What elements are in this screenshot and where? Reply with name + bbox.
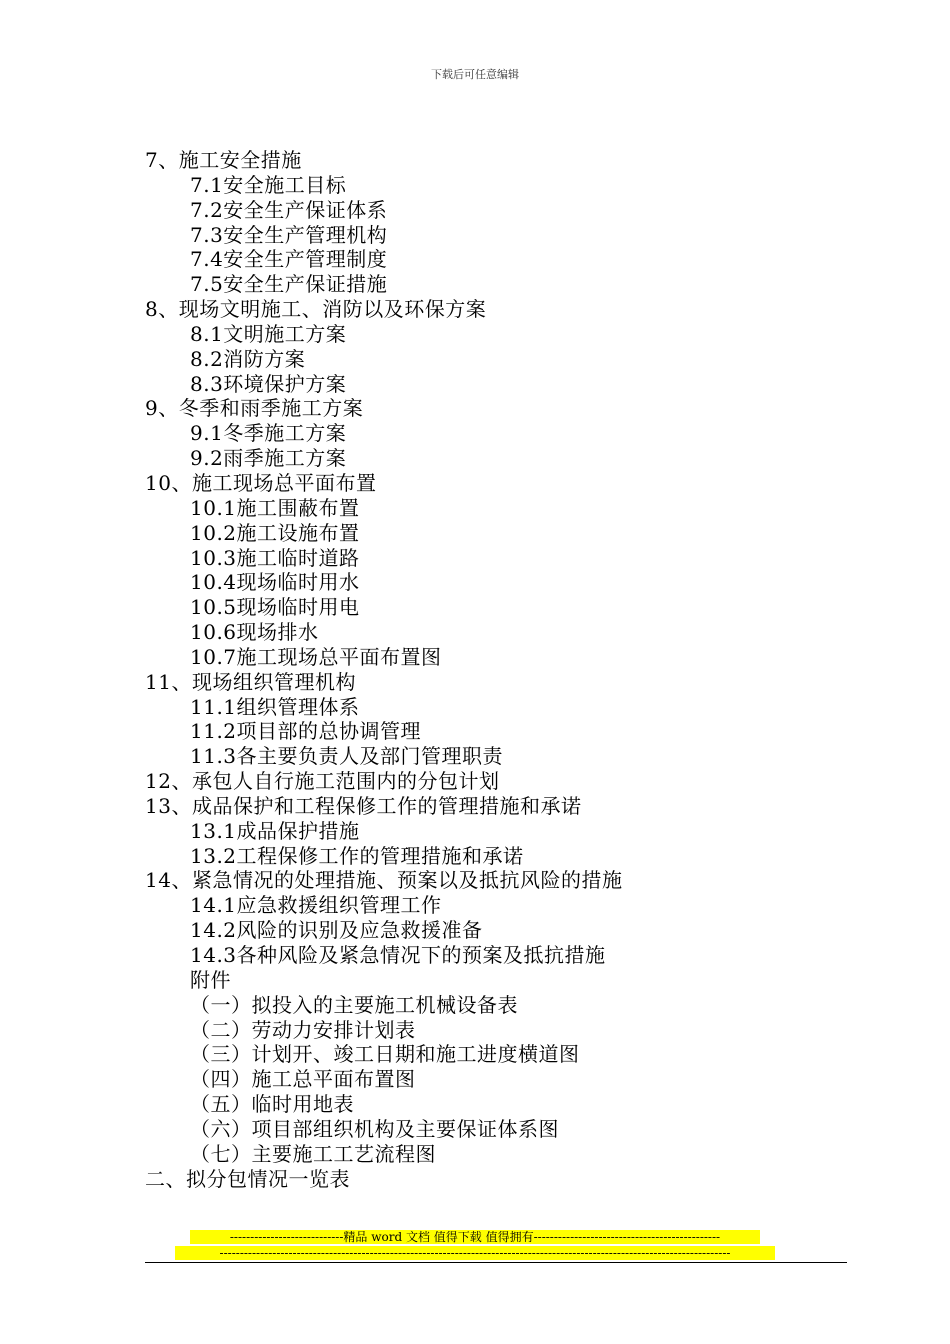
- toc-subsection-item: 7.5安全生产保证措施: [190, 272, 388, 297]
- toc-subsection-item: 13.2工程保修工作的管理措施和承诺: [190, 843, 524, 868]
- toc-section-heading: 13、成品保护和工程保修工作的管理措施和承诺: [145, 793, 582, 818]
- footer-divider: [145, 1262, 847, 1263]
- toc-subsection-item: 8.1文明施工方案: [190, 321, 347, 346]
- page-header-note: 下载后可任意编辑: [431, 68, 519, 81]
- toc-subsection-item: 8.3环境保护方案: [190, 371, 347, 396]
- toc-subsection-item: （二）劳动力安排计划表: [190, 1017, 416, 1042]
- toc-subsection-item: 7.2安全生产保证体系: [190, 197, 388, 222]
- footer-banner-line-2: [0, 1246, 950, 1263]
- toc-subsection-item: 10.1施工围蔽布置: [190, 495, 360, 520]
- toc-subsection-item: 7.3安全生产管理机构: [190, 222, 388, 247]
- toc-section-heading: 10、施工现场总平面布置: [145, 470, 377, 495]
- toc-section-heading: 12、承包人自行施工范围内的分包计划: [145, 769, 500, 794]
- toc-subsection-item: （七）主要施工工艺流程图: [190, 1141, 436, 1166]
- toc-section-heading: 14、紧急情况的处理措施、预案以及抵抗风险的措施: [145, 868, 623, 893]
- toc-subsection-item: （六）项目部组织机构及主要保证体系图: [190, 1116, 559, 1141]
- toc-subsection-item: 13.1成品保护措施: [190, 818, 360, 843]
- toc-section-heading: 7、施工安全措施: [145, 148, 302, 172]
- toc-subsection-item: 7.4安全生产管理制度: [190, 247, 388, 272]
- footer-banner-text-1: ----------------------------精品 word 文档 值得下载 值得拥有----------------------------------------------: [190, 1230, 760, 1244]
- toc-subsection-item: 10.6现场排水: [190, 620, 319, 645]
- footer-banner-line-1: [0, 1230, 950, 1247]
- toc-subsection-item: 14.1应急救援组织管理工作: [190, 893, 442, 918]
- toc-subsection-item: 9.2雨季施工方案: [190, 446, 347, 471]
- toc-subsection-item: （四）施工总平面布置图: [190, 1067, 416, 1092]
- toc-section-heading: 9、冬季和雨季施工方案: [145, 396, 364, 421]
- footer-banner-text-2: ------------------------------------------------------------------------------------------------------------------------------: [175, 1246, 775, 1260]
- toc-subsection-item: 14.3各种风险及紧急情况下的预案及抵抗措施: [190, 943, 606, 967]
- toc-section-heading: 8、现场文明施工、消防以及环保方案: [145, 297, 487, 322]
- toc-subsection-item: 附件: [190, 967, 231, 992]
- toc-subsection-item: （五）临时用地表: [190, 1092, 354, 1117]
- toc-section-heading: 11、现场组织管理机构: [145, 669, 356, 694]
- toc-subsection-item: 10.2施工设施布置: [190, 520, 360, 545]
- toc-section-heading: 二、拟分包情况一览表: [145, 1166, 350, 1191]
- toc-subsection-item: 11.1组织管理体系: [190, 694, 360, 719]
- toc-subsection-item: 7.1安全施工目标: [190, 172, 347, 197]
- toc-subsection-item: （三）计划开、竣工日期和施工进度横道图: [190, 1042, 580, 1067]
- toc-subsection-item: 11.2项目部的总协调管理: [190, 719, 422, 744]
- toc-subsection-item: 10.3施工临时道路: [190, 545, 360, 570]
- toc-subsection-item: 11.3各主要负责人及部门管理职责: [190, 744, 504, 769]
- toc-subsection-item: 9.1冬季施工方案: [190, 421, 347, 446]
- toc-subsection-item: 14.2风险的识别及应急救援准备: [190, 918, 483, 943]
- toc-subsection-item: 10.7施工现场总平面布置图: [190, 644, 442, 669]
- toc-subsection-item: （一）拟投入的主要施工机械设备表: [190, 992, 518, 1017]
- table-of-contents: [145, 148, 845, 1191]
- toc-subsection-item: 10.4现场临时用水: [190, 570, 360, 595]
- toc-subsection-item: 10.5现场临时用电: [190, 595, 360, 620]
- toc-subsection-item: 8.2消防方案: [190, 346, 306, 371]
